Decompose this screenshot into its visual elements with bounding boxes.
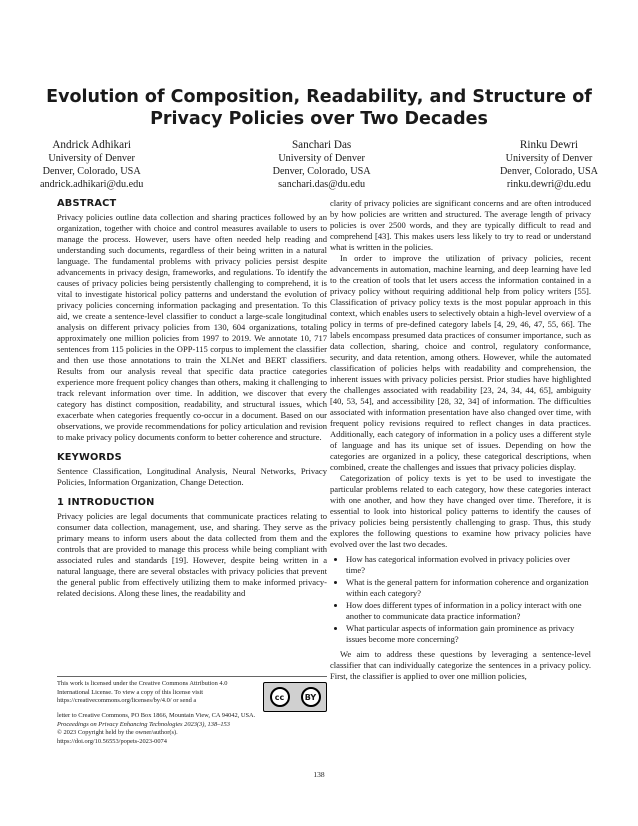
proceedings-info: Proceedings on Privacy Enhancing Technologies 2023(3), 138–153 bbox=[57, 720, 230, 728]
author-location: Denver, Colorado, USA bbox=[42, 166, 141, 177]
copyright-line: © 2023 Copyright held by the owner/author(s). bbox=[57, 729, 178, 737]
author-block bbox=[500, 138, 598, 191]
introduction-section bbox=[57, 497, 327, 599]
list-item: • What is the general pattern for information coherence and organization within each category? bbox=[346, 577, 591, 599]
list-item: • How does different types of information in a policy interact with one another to communicate data practice information? bbox=[346, 600, 591, 622]
cc-by-badge bbox=[263, 682, 327, 712]
research-questions-list bbox=[330, 554, 591, 645]
author-name: Andrick Adhikari bbox=[52, 139, 131, 151]
intro-paragraph: In order to improve the utilization of privacy policies, recent advancements in automation, machine learning, and deep learning have led to the creation of tools that let users access the information contained in a privacy policy without requiring additional help from policy writers [55]. Classification of privacy policy texts is the most popular approach in this context, which enables users to selectively obtain a high-level overview of a policy in terms of pre-defined category labels [4, 29, 46, 47, 55, 66]. The labels encompass presumed data practices of consumer importance, such as data collection, sharing, choice and control, regulatory conformance, security, and data retention, among others. However, while the automated classification of policies helps with readability and comprehension, the inherent issues with privacy policies persist. Prior studies have highlighted the challenges associated with readability [23, 24, 34, 44, 65], ambiguity [40, 53, 54], and accessibility [28, 32, 34] of information. The difficulties associated with information presentation have also changed over time, with frequent policy revisions required to reflect changes in data practices. Additionally, each category of information in a policy uses a different style of language and has its unique set of issues. Depending on how the categories are organized in a policy, these categorical descriptions, when combined, create the challenges and issues that privacy policies display. bbox=[330, 253, 591, 472]
author-email: sanchari.das@du.edu bbox=[278, 179, 366, 190]
author-name: Rinku Dewri bbox=[519, 139, 579, 151]
by-icon: BY bbox=[301, 687, 321, 707]
author-email: rinku.dewri@du.edu bbox=[506, 179, 591, 190]
author-affiliation: University of Denver bbox=[278, 153, 365, 164]
author-affiliation: University of Denver bbox=[48, 153, 135, 164]
author-location: Denver, Colorado, USA bbox=[499, 166, 598, 177]
list-item: • What particular aspects of information gain prominence as privacy issues become more concerning? bbox=[346, 623, 591, 645]
author-block bbox=[40, 138, 143, 191]
author-list bbox=[40, 138, 598, 191]
intro-paragraph-continued: clarity of privacy policies are significant concerns and are often introduced by how policies are written and structured. The average length of privacy policies is over 2500 words, and they are typically difficult to read and comprehend [43]. This makes users less likely to try to read or understand what is written in the policies. bbox=[330, 198, 591, 252]
keywords-heading: KEYWORDS bbox=[57, 452, 122, 463]
abstract-text: Privacy policies outline data collection and sharing practices followed by an organization, together with choice and control measures available to users to manage the process. However, users have often needed help reading and understanding such documents, regardless of their being written in a natural language. The fundamental problems with privacy policies persist despite advancements in privacy design, frameworks, and regulations. To identify the causes of privacy policies being persistently challenging to comprehend, it is vital to investigate historical policy patterns and understand the evolution of privacy policies concerning information packaging and presentation. To this aid, we create a sentence-level classifier to conduct a large-scale longitudinal analysis on different privacy policies from 130, 604 organizations, totaling approximately one million policies from 1997 to 2019. We annotate 10, 717 sentences from 115 policies in the OPP-115 corpus to implement the classifier and then use those annotations to train the XLNet and BERT classifiers. Results from our analysis reveal that specific data practice categories experience more frequent policy changes than others, making it challenging to track relevant information over time. In addition, we discover that every category has distinct composition, readability, and structural issues, which exacerbate when categories frequently co-occur in a document. Based on our observations, we provide recommendations for policy articulation and revision to make privacy policy documents conform to better coherence and structure. bbox=[57, 212, 327, 442]
license-footnote bbox=[57, 676, 327, 746]
license-text: This work is licensed under the Creative Commons Attribution 4.0 International License. To view a copy of this license visit https://creativecommons.org/licenses/by/4.0/ or send a bbox=[57, 680, 228, 705]
intro-paragraph: We aim to address these questions by leveraging a sentence-level classifier that can individually categorize the sentences in a privacy policy. First, the classifier is applied to over one million policies, bbox=[330, 649, 591, 681]
license-address: letter to Creative Commons, PO Box 1866, Mountain View, CA 94042, USA. bbox=[57, 712, 256, 719]
author-block bbox=[273, 138, 371, 191]
author-email: andrick.adhikari@du.edu bbox=[40, 179, 144, 190]
list-item: • How has categorical information evolved in privacy policies over time? bbox=[346, 554, 591, 576]
intro-paragraph: Privacy policies are legal documents that communicate practices relating to consumer data collection, management, use, and sharing. They serve as the primary means to inform users about the data collected from them and the controls that are provided to manage this process while being compliant with associated rules and standards [19]. However, despite being written in a natural language, there are several obstacles with privacy policies that prevent the general public from effectively utilizing them to make informed privacy-related decisions. Along these lines, the readability and bbox=[57, 511, 327, 598]
keywords-section bbox=[57, 452, 327, 488]
left-column bbox=[57, 198, 327, 599]
intro-paragraph: Categorization of policy texts is yet to be used to investigate the particular problems related to each category, how these categories interact with one another, and how they have changed over time. Therefore, it is essential to look into historical policy patterns to identify the causes of privacy policies being persistently challenging to grasp. Thus, this study explores the following questions to examine how privacy policies have evolved over the last two decades. bbox=[330, 473, 591, 549]
abstract-heading: ABSTRACT bbox=[57, 198, 117, 209]
right-column bbox=[330, 198, 591, 682]
cc-icon: cc bbox=[270, 687, 290, 707]
keywords-text: Sentence Classification, Longitudinal Analysis, Neural Networks, Privacy Policies, Information Organization, Change Detection. bbox=[57, 466, 327, 487]
paper-title: Evolution of Composition, Readability, and Structure of Privacy Policies over Two Decades bbox=[46, 87, 592, 129]
introduction-heading: 1 INTRODUCTION bbox=[57, 497, 155, 508]
author-location: Denver, Colorado, USA bbox=[272, 166, 371, 177]
author-name: Sanchari Das bbox=[291, 139, 352, 151]
page-number: 138 bbox=[313, 770, 325, 779]
doi-link[interactable]: https://doi.org/10.56553/popets-2023-0074 bbox=[57, 737, 167, 745]
author-affiliation: University of Denver bbox=[505, 153, 593, 164]
